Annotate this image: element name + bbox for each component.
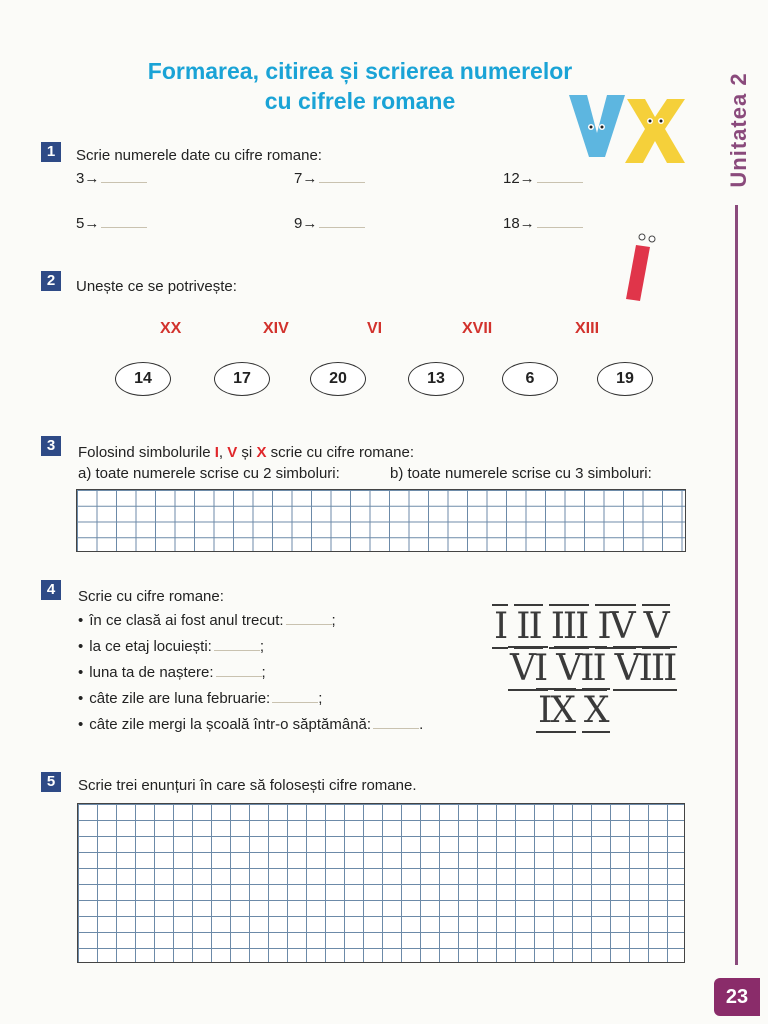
symbol-v: V (227, 444, 238, 461)
answer-grid-5[interactable] (77, 803, 685, 963)
answer-blank[interactable] (373, 717, 419, 729)
exercise-1-instruction: Scrie numerele date cu cifre romane: (76, 147, 322, 164)
bullet-item: • câte zile mergi la școală într-o săptămână: . (78, 716, 423, 733)
roman-label[interactable]: XX (160, 320, 182, 337)
ex1-item: 18→ (503, 215, 583, 232)
answer-blank[interactable] (101, 216, 147, 228)
roman-numerals-row-2: VI VII VIII (510, 648, 676, 689)
letters-vx-illustration (565, 85, 695, 170)
exercise-number-5: 5 (41, 772, 61, 792)
number-oval[interactable]: 20 (310, 362, 366, 396)
ex1-item: 12→ (503, 170, 583, 187)
exercise-number-3: 3 (41, 436, 61, 456)
exercise-number-4: 4 (41, 580, 61, 600)
roman-label[interactable]: XVII (462, 320, 493, 337)
answer-blank[interactable] (214, 639, 260, 651)
title-line-1: Formarea, citirea și scrierea numerelor (147, 58, 573, 84)
exercise-5-instruction: Scrie trei enunțuri în care să folosești cifre romane. (78, 777, 417, 794)
answer-blank[interactable] (537, 171, 583, 183)
roman-label[interactable]: VI (367, 320, 383, 337)
roman-numerals-row-1: I II III IV V (494, 606, 668, 647)
answer-grid-3[interactable] (76, 489, 686, 552)
answer-blank[interactable] (319, 216, 365, 228)
number-oval[interactable]: 6 (502, 362, 558, 396)
answer-blank[interactable] (319, 171, 365, 183)
exercise-number-1: 1 (41, 142, 61, 162)
page-title (90, 56, 630, 116)
answer-blank[interactable] (537, 216, 583, 228)
bullet-item: • în ce clasă ai fost anul trecut: ; (78, 612, 336, 629)
symbol-i: I (214, 444, 219, 461)
ex1-item: 3→ (76, 170, 147, 187)
roman-numerals-row-3: IX X (538, 690, 608, 731)
title-line-2: cu cifrele romane (264, 88, 456, 114)
unit-side-label: Unitatea 2 (726, 72, 751, 188)
bullet-item: • câte zile are luna februarie: ; (78, 690, 322, 707)
number-oval[interactable]: 19 (597, 362, 653, 396)
exercise-3-part-a: a) toate numerele scrise cu 2 simboluri: (78, 465, 340, 482)
bullet-item: • la ce etaj locuiești: ; (78, 638, 264, 655)
exercise-3-instruction: Folosind simbolurile I, V și X scrie cu cifre romane: (78, 444, 414, 461)
ex1-item: 5→ (76, 215, 147, 232)
answer-blank[interactable] (216, 665, 262, 677)
ex1-item: 9→ (294, 215, 365, 232)
answer-blank[interactable] (272, 691, 318, 703)
answer-blank[interactable] (101, 171, 147, 183)
roman-label[interactable]: XIII (575, 320, 600, 337)
number-oval[interactable]: 17 (214, 362, 270, 396)
side-divider (735, 205, 738, 965)
page-number: 23 (714, 978, 760, 1016)
ex1-item: 7→ (294, 170, 365, 187)
number-oval[interactable]: 14 (115, 362, 171, 396)
number-oval[interactable]: 13 (408, 362, 464, 396)
letter-i-illustration (618, 225, 668, 305)
exercise-4-instruction: Scrie cu cifre romane: (78, 588, 224, 605)
answer-blank[interactable] (286, 613, 332, 625)
roman-label[interactable]: XIV (263, 320, 289, 337)
bullet-item: • luna ta de naștere: ; (78, 664, 266, 681)
exercise-2-instruction: Unește ce se potrivește: (76, 278, 237, 295)
symbol-x: X (256, 444, 267, 461)
exercise-3-part-b: b) toate numerele scrise cu 3 simboluri: (390, 465, 652, 482)
exercise-number-2: 2 (41, 271, 61, 291)
